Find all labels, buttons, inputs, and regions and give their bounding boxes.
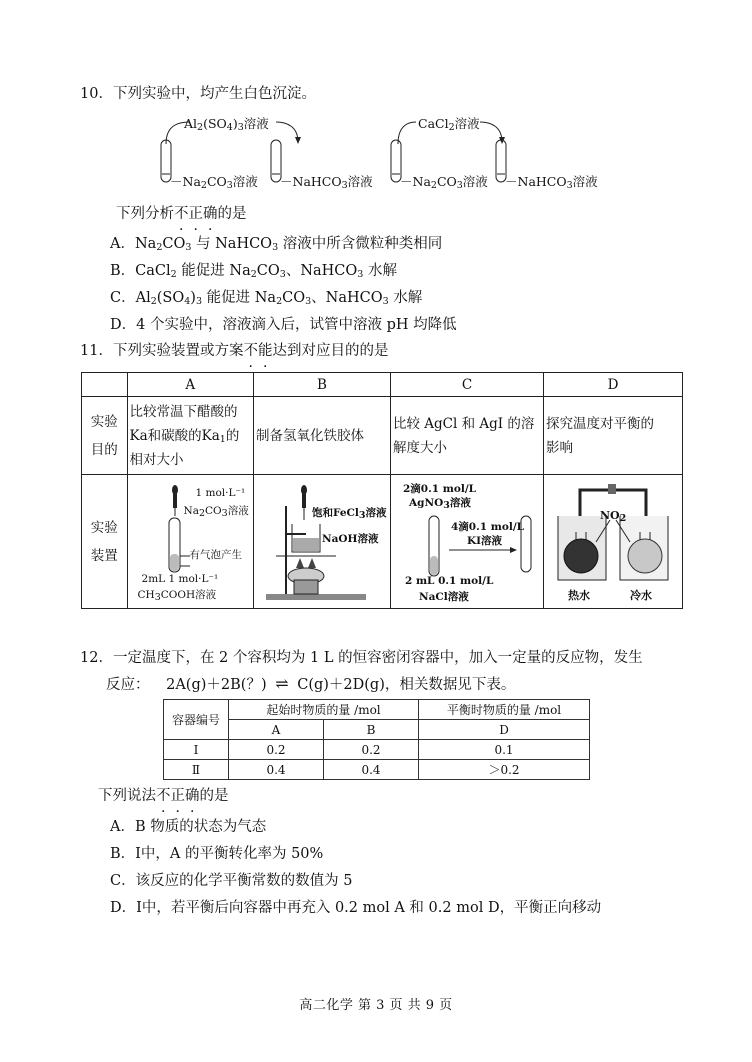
q10-option-c: C．$Al_2(SO_4)_3$ 能促进 $Na_2CO_3$、NaHCO$_3$ 水解 [110, 290, 423, 307]
q11-b-top: 饱和FeCl$_3$溶液 [311, 507, 387, 521]
q11-app-b [253, 475, 390, 609]
q11-app-d [544, 475, 683, 609]
q11-c-l2: AgNO$_3$溶液 [408, 497, 471, 511]
q11-d-left: 热水 [568, 589, 590, 602]
q12-reaction [106, 674, 515, 695]
table-row [164, 760, 590, 780]
q12-header-equilibrium: 平衡时物质的量 /mol [419, 700, 590, 720]
q11-c-r1: 4滴0.1 mol/L [450, 521, 525, 533]
q11-a-side: 有气泡产生 [189, 549, 243, 561]
q11-header-empty [82, 373, 128, 397]
q11-c-l1: 2滴0.1 mol/L [402, 483, 477, 495]
q11-goal-label: 实验 目的 [82, 397, 128, 475]
q11-header-c: C [390, 373, 543, 397]
q11-stem: 11．下列实验装置或方案不能达到对应目的的是 [80, 343, 389, 359]
q10-tube-3: $-Na_2CO_3$溶液 [400, 174, 488, 191]
q12-subheader-d: D [419, 720, 590, 740]
q12-stem: 12．一定温度下，在 2 个容积均为 1 L 的恒容密闭容器中，加入一定量的反应物，发生 [80, 650, 643, 666]
q11-a-top1: 1 mol·L⁻¹ [195, 487, 246, 499]
table-row [164, 740, 590, 760]
q12-header-initial: 起始时物质的量 /mol [229, 700, 419, 720]
q11-a-bottom2: $CH_3COOH$溶液 [137, 589, 217, 603]
q12-cell: 0.4 [229, 760, 324, 780]
q11-header-b: B [253, 373, 390, 397]
q12-reaction-products: C(g)＋2D(g)，相关数据见下表。 [297, 677, 516, 693]
q10-tube-4: －NaHCO$_3$溶液 [505, 174, 598, 191]
q10-stem: 10．下列实验中，均产生白色沉淀。 [80, 86, 316, 102]
q11-app-d-diagram [546, 476, 680, 608]
q11-a-bottom1: 2mL 1 mol·L⁻¹ [141, 573, 219, 585]
q11-goal-b: 制备氢氧化铁胶体 [253, 397, 390, 475]
q12-cell: ＞0.2 [419, 760, 590, 780]
q10-reagent-right: CaCl$_2$溶液 [418, 116, 480, 133]
q10-tube-1: $-Na_2CO_3$溶液 [170, 174, 258, 191]
q12-option-b: B．Ⅰ中，A 的平衡转化率为 50% [110, 846, 324, 862]
q12-cell: Ⅰ [164, 740, 229, 760]
q12-reaction-reactants: 2A(g)＋2B(？) [166, 677, 267, 693]
q11-header-a: A [127, 373, 253, 397]
q11-app-label: 实验 装置 [82, 475, 128, 609]
q11-c-r2: KI溶液 [466, 535, 503, 547]
q12-subheader-a: A [229, 720, 324, 740]
q12-cell: 0.2 [324, 740, 419, 760]
q12-option-c: C．该反应的化学平衡常数的数值为 5 [110, 873, 353, 889]
q11-goal-a: 比较常温下醋酸的 Ka和碳酸的$Ka_1$的 相对大小 [127, 397, 253, 475]
q12-option-a: A．B 物质的状态为气态 [110, 819, 267, 835]
q11-d-right: 冷水 [630, 589, 652, 602]
q12-option-d: D．Ⅰ中，若平衡后向容器中再充入 0.2 mol A 和 0.2 mol D，平衡正向移动 [110, 900, 602, 916]
q10-tube-2: －NaHCO$_3$溶液 [280, 174, 373, 191]
q12-header-container: 容器编号 [164, 700, 229, 740]
q12-reaction-prefix: 反应： [106, 677, 150, 693]
q12-prompt: 下列说法不正确的是 [98, 788, 229, 804]
q10-reagent-left: $Al_2(SO_4)_3$溶液 [184, 116, 269, 133]
q12-cell: Ⅱ [164, 760, 229, 780]
q11-b-mid: NaOH溶液 [321, 533, 379, 545]
q11-goal-c: 比较 AgCl 和 AgI 的溶 解度大小 [390, 397, 543, 475]
q12-cell: 0.1 [419, 740, 590, 760]
q10-prompt: 下列分析不正确的是 [116, 206, 247, 222]
q12-table [163, 699, 590, 780]
q11-goal-d: 探究温度对平衡的 影响 [544, 397, 683, 475]
q10-option-a: A．$Na_2CO_3$ 与 NaHCO$_3$ 溶液中所含微粒种类相同 [110, 236, 443, 253]
q12-cell: 0.2 [229, 740, 324, 760]
q11-app-a [127, 475, 253, 609]
q11-c-b1: 2 mL 0.1 mol/L [404, 575, 494, 587]
q11-d-gas: $NO_2$ [600, 509, 627, 524]
q12-subheader-b: B [324, 720, 419, 740]
q11-header-d: D [544, 373, 683, 397]
q12-equilibrium-arrow: ⇌ [275, 674, 289, 693]
q10-option-d: D．4 个实验中，溶液滴入后，试管中溶液 pH 均降低 [110, 317, 457, 333]
q11-app-c [390, 475, 543, 609]
q11-table [81, 372, 683, 609]
q12-cell: 0.4 [324, 760, 419, 780]
q11-c-b2: NaCl溶液 [418, 591, 469, 603]
q11-a-top2: $Na_2CO_3$溶液 [183, 505, 249, 519]
q10-option-b: B．CaCl$_2$ 能促进 $Na_2CO_3$、NaHCO$_3$ 水解 [110, 263, 397, 280]
page-footer: 高二化学 第 3 页 共 9 页 [299, 998, 453, 1013]
